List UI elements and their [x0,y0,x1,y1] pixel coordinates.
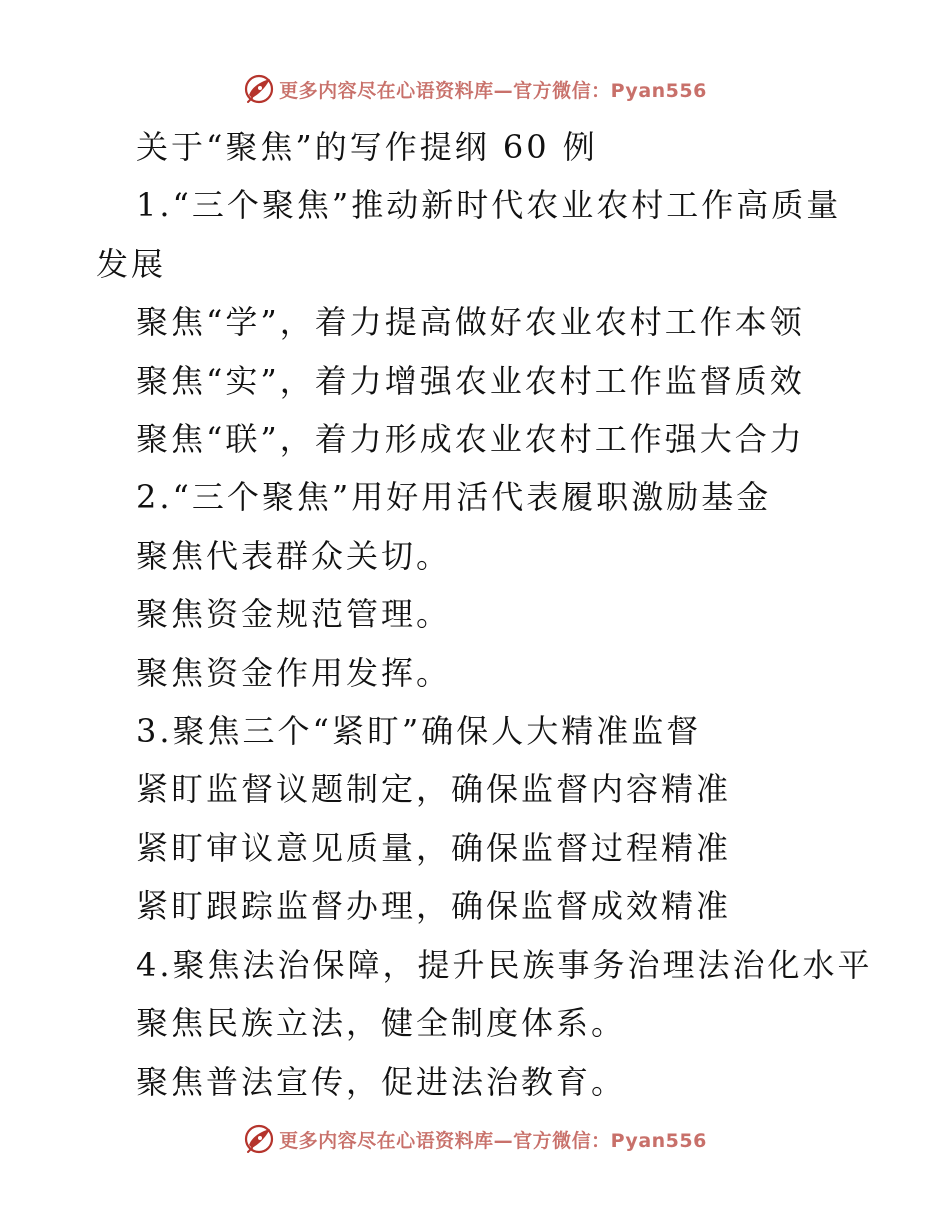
list-item: 紧盯审议意见质量，确保监督过程精准 [136,828,732,867]
list-item: 聚焦资金作用发挥。 [136,653,452,692]
list-item: 紧盯跟踪监督办理，确保监督成效精准 [136,887,732,926]
list-item: 聚焦资金规范管理。 [136,595,452,634]
list-item: 聚焦“实”，着力增强农业农村工作监督质效 [136,361,805,400]
list-item: 聚焦“联”，着力形成农业农村工作强大合力 [136,420,805,459]
document-body [96,118,873,1111]
pen-nib-logo-icon [243,1123,275,1155]
header-banner-text: 更多内容尽在心语资料库—官方微信：Pyan556 [279,79,707,102]
heading-3: 3.聚焦三个“紧盯”确保人大精准监督 [136,712,702,751]
list-item: 聚焦普法宣传，促进法治教育。 [136,1062,627,1101]
document-title: 关于“聚焦”的写作提纲 60 例 [136,128,598,166]
footer-banner-text: 更多内容尽在心语资料库—官方微信：Pyan556 [279,1129,707,1152]
list-item: 聚焦民族立法，健全制度体系。 [136,1004,627,1043]
list-item: 紧盯监督议题制定，确保监督内容精准 [136,770,732,809]
header-banner [0,72,950,106]
pen-nib-logo-icon [243,73,275,105]
heading-1-continuation: 发展 [96,244,167,283]
list-item: 聚焦“学”，着力提高做好农业农村工作本领 [136,303,805,342]
list-item: 聚焦代表群众关切。 [136,536,452,575]
footer-banner [0,1122,950,1156]
heading-1: 1.“三个聚焦”推动新时代农业农村工作高质量 [136,186,842,225]
heading-4: 4.聚焦法治保障，提升民族事务治理法治化水平 [136,945,873,984]
heading-2: 2.“三个聚焦”用好用活代表履职激励基金 [136,478,772,517]
